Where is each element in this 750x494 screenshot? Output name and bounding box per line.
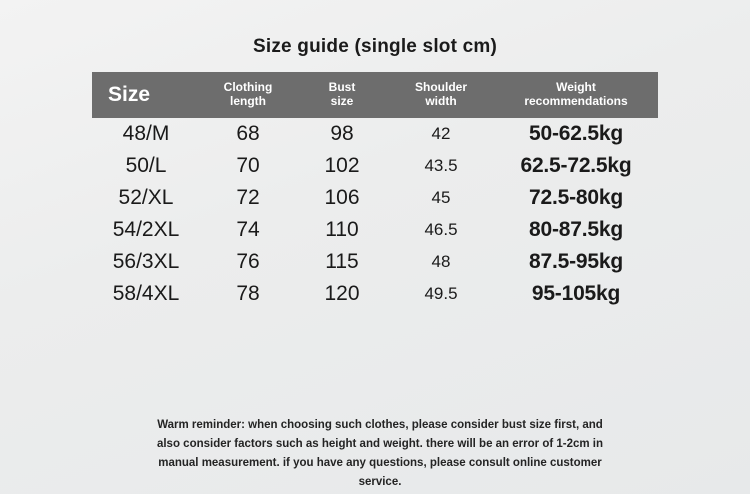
cell-bust-size: 120 (324, 281, 360, 305)
cell-bust-size: 102 (324, 153, 360, 177)
table-row (92, 182, 658, 214)
column-header-shoulder-width (388, 72, 494, 118)
column-header-weight-recommendations (494, 72, 658, 118)
cell-size: 52/XL (118, 185, 174, 209)
column-header-clothing-length-line2: length (230, 93, 266, 108)
column-header-weight-line2: recommendations (524, 93, 628, 108)
column-header-size (92, 72, 200, 118)
cell-clothing-length: 78 (236, 281, 260, 305)
size-table (92, 72, 658, 310)
cell-shoulder-width: 42 (431, 123, 451, 143)
page-title: Size guide (single slot cm) (253, 36, 497, 57)
cell-size: 50/L (125, 153, 167, 177)
cell-weight-recommendation: 50-62.5kg (529, 121, 623, 145)
cell-clothing-length: 76 (236, 249, 260, 273)
column-header-bust-size-line2: size (330, 93, 354, 108)
cell-clothing-length: 72 (236, 185, 260, 209)
cell-size: 48/M (122, 121, 170, 145)
column-header-weight-line1: Weight (556, 80, 596, 94)
cell-bust-size: 106 (324, 185, 360, 209)
cell-weight-recommendation: 87.5-95kg (529, 249, 623, 273)
column-header-bust-size (296, 72, 388, 118)
cell-shoulder-width: 43.5 (424, 155, 458, 175)
size-table-container (92, 72, 658, 310)
table-header (92, 72, 658, 118)
cell-bust-size: 115 (325, 249, 359, 273)
table-row (92, 150, 658, 182)
cell-size: 56/3XL (112, 249, 180, 273)
cell-clothing-length: 70 (236, 153, 260, 177)
table-header-row (92, 72, 658, 118)
cell-weight-recommendation: 62.5-72.5kg (520, 153, 632, 177)
table-row (92, 246, 658, 278)
cell-clothing-length: 74 (236, 217, 260, 241)
cell-shoulder-width: 45 (431, 187, 451, 207)
warm-reminder-note: Warm reminder: when choosing such clothes, please consider bust size first, and also consider factors such as height and weight. there will be an error of 1-2cm in manual measurement. if you have any questions, please consult online customer service. (156, 419, 604, 488)
cell-size: 58/4XL (112, 281, 180, 305)
cell-shoulder-width: 46.5 (424, 219, 458, 239)
cell-weight-recommendation: 72.5-80kg (529, 185, 623, 209)
table-body (92, 118, 658, 310)
column-header-clothing-length (200, 72, 296, 118)
column-header-clothing-length-line1: Clothing (223, 80, 273, 94)
cell-bust-size: 98 (330, 121, 354, 145)
cell-clothing-length: 68 (236, 121, 260, 145)
cell-size: 54/2XL (112, 217, 180, 241)
cell-shoulder-width: 49.5 (424, 283, 458, 303)
cell-bust-size: 110 (325, 217, 359, 241)
column-header-shoulder-width-line2: width (425, 93, 457, 108)
column-header-bust-size-line1: Bust (328, 80, 356, 94)
table-row (92, 278, 658, 310)
table-row (92, 214, 658, 246)
cell-weight-recommendation: 95-105kg (531, 281, 621, 305)
cell-shoulder-width: 48 (431, 251, 451, 271)
table-row (92, 118, 658, 150)
cell-weight-recommendation: 80-87.5kg (529, 217, 623, 241)
column-header-size-label: Size (108, 82, 151, 106)
column-header-shoulder-width-line1: Shoulder (414, 80, 467, 94)
